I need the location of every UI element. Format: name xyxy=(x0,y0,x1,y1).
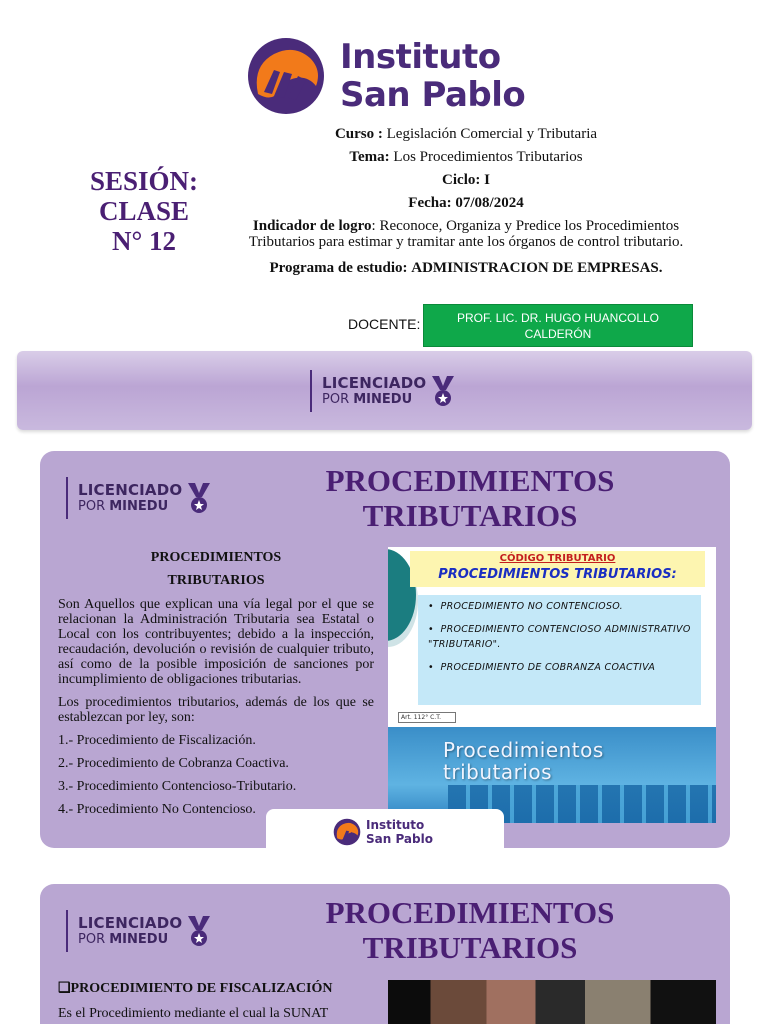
logo-line2: San Pablo xyxy=(340,75,526,115)
fiscalizacion-heading: ❑PROCEDIMIENTO DE FISCALIZACIÓN xyxy=(58,981,333,996)
ciclo-row xyxy=(240,172,692,188)
logo-wordmark xyxy=(340,38,525,114)
logo-line1: Instituto xyxy=(340,37,501,77)
ciclo-text: Ciclo: I xyxy=(442,172,490,188)
footer-logo-text: Instituto San Pablo xyxy=(366,818,433,846)
tema-label: Tema: xyxy=(349,149,390,165)
licenciado-line2: POR MINEDU xyxy=(78,499,169,514)
fecha-row xyxy=(240,195,692,211)
medal-icon xyxy=(186,481,212,515)
list-item: • PROCEDIMIENTO CONTENCIOSO ADMINISTRATIVO "TRIBUTARIO". xyxy=(428,624,691,650)
slide1-subtitle: PROCEDIMIENTOS TRIBUTARIOS xyxy=(150,550,282,588)
slide2-title: PROCEDIMIENTOS TRIBUTARIOS xyxy=(325,895,615,965)
tema-row xyxy=(240,149,692,165)
badge-divider xyxy=(66,477,68,519)
slide-procedimientos-2 xyxy=(40,884,730,1024)
list-item: • PROCEDIMIENTO NO CONTENCIOSO. xyxy=(428,601,624,612)
fiscalizacion-photo xyxy=(388,980,716,1024)
programa-value: ADMINISTRACION DE EMPRESAS. xyxy=(411,260,663,276)
licenciado-line2: POR MINEDU xyxy=(78,932,169,947)
indicador-label: Indicador de logro xyxy=(252,218,372,234)
licenciado-line1: LICENCIADO xyxy=(322,374,427,392)
institute-logo xyxy=(244,36,534,118)
codigo-label-box xyxy=(410,551,705,587)
article-reference: Art. 112° C.T. xyxy=(398,712,456,723)
fecha-text: Fecha: 07/08/2024 xyxy=(408,195,524,211)
slide-procedimientos-1 xyxy=(40,451,730,848)
badge-divider xyxy=(66,910,68,952)
session-line2: CLASE xyxy=(98,196,190,226)
curso-label: Curso : xyxy=(334,126,383,142)
medal-icon xyxy=(430,374,456,408)
slide2-licenciado-badge xyxy=(66,910,212,952)
session-title xyxy=(72,166,216,256)
list-item: 2.- Procedimiento de Cobranza Coactiva. xyxy=(58,756,289,771)
san-pablo-logo-icon xyxy=(244,36,328,116)
programa-label: Programa de estudio: xyxy=(269,260,408,276)
docente-name-box: PROF. LIC. DR. HUGO HUANCOLLO CALDERÓN xyxy=(423,304,693,347)
session-line3: N° 12 xyxy=(111,226,177,256)
docente-label: DOCENTE: xyxy=(348,316,421,332)
codigo-tributario-image xyxy=(388,547,716,823)
list-item: 3.- Procedimiento Contencioso-Tributario. xyxy=(58,779,297,794)
photo-caption: Procedimientos tributarios xyxy=(443,738,604,784)
list-item: 1.- Procedimiento de Fiscalización. xyxy=(58,733,256,748)
slide1-para1: Son Aquellos que explican una vía legal por el que se relacionan la Administración Tributaria sea Estatal o Local con los contribuyentes; debido a la inspección, recaudación, devolución o revisión de cualquier tributo, así como de la posible imposición de sanciones por incumplimiento de obligaciones tributarias. xyxy=(58,597,374,687)
footer-logo xyxy=(332,818,442,846)
slide1-body xyxy=(58,597,374,825)
tema-value: Los Procedimientos Tributarios xyxy=(393,149,583,165)
list-item: 4.- Procedimiento No Contencioso. xyxy=(58,802,256,817)
codigo-label: CÓDIGO TRIBUTARIO xyxy=(499,553,616,564)
badge-divider xyxy=(310,370,312,412)
slide1-para2: Los procedimientos tributarios, además de los que se establezcan por ley, son: xyxy=(58,695,374,725)
licenciado-badge xyxy=(310,370,456,412)
licenciado-line1: LICENCIADO xyxy=(78,914,183,932)
slide1-title: PROCEDIMIENTOS TRIBUTARIOS xyxy=(325,463,615,533)
list-item: • PROCEDIMIENTO DE COBRANZA COACTIVA xyxy=(428,662,656,673)
course-info xyxy=(240,126,692,276)
indicador-value: : Reconoce, Organiza y Predice los Procedimientos Tributarios para estimar y tramitar ante los órganos de control tributario. xyxy=(248,218,684,250)
licenciado-banner xyxy=(17,351,752,430)
session-line1: SESIÓN: xyxy=(89,166,199,196)
licenciado-line2: POR MINEDU xyxy=(322,392,413,407)
san-pablo-logo-icon xyxy=(332,818,362,846)
fiscalizacion-body: Es el Procedimiento mediante el cual la SUNAT xyxy=(58,1006,329,1021)
indicador-row xyxy=(240,218,692,250)
slide1-footer-logo-tab xyxy=(266,809,504,848)
codigo-list xyxy=(418,595,701,705)
licenciado-line1: LICENCIADO xyxy=(78,481,183,499)
curso-value: Legislación Comercial y Tributaria xyxy=(386,126,598,142)
programa-row xyxy=(240,260,692,276)
curso-row xyxy=(240,126,692,142)
codigo-heading: PROCEDIMIENTOS TRIBUTARIOS: xyxy=(438,567,677,582)
medal-icon xyxy=(186,914,212,948)
slide1-licenciado-badge xyxy=(66,477,212,519)
